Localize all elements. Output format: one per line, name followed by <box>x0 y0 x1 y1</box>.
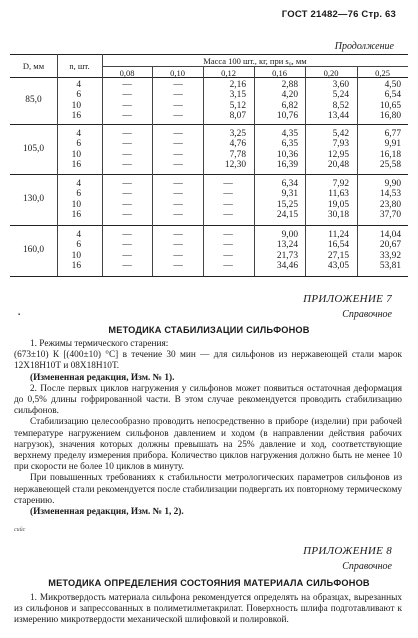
mass-value: — <box>122 230 132 240</box>
appendix-7-title: ПРИЛОЖЕНИЕ 7 <box>303 293 392 305</box>
appendix-7-body <box>14 339 402 518</box>
appendix-8-title: ПРИЛОЖЕНИЕ 8 <box>303 545 392 557</box>
mass-value: 3,15 <box>229 90 246 101</box>
mass-value: — <box>223 179 233 189</box>
paragraph: (673±10) К [(400±10) °С] в течение 30 мин — для сильфонов из нержавеющей стали марок 12Х18Н10Т и 08Х18Н10Т. <box>14 350 402 372</box>
mass-header-rule <box>102 66 408 67</box>
thickness-header: 0,20 <box>323 68 339 78</box>
mass-value: 10,76 <box>276 110 298 121</box>
mass-value: 5,12 <box>229 100 246 111</box>
count-value: 16 <box>71 159 81 170</box>
mass-value: — <box>173 189 183 200</box>
appendix-7-heading: МЕТОДИКА СТАБИЛИЗАЦИИ СИЛЬФОНОВ <box>108 325 310 335</box>
mass-value: — <box>223 199 233 210</box>
count-value: 4 <box>76 179 81 189</box>
count-value: 16 <box>71 260 81 271</box>
mass-value: — <box>223 209 233 220</box>
count-value: 6 <box>76 139 81 150</box>
col-divider <box>357 66 358 276</box>
edit-note: (Измененная редакция, Изм. № 1). <box>30 372 175 383</box>
mass-value: — <box>122 159 132 170</box>
mass-value: 6,54 <box>384 90 401 101</box>
mass-value: 14,53 <box>379 189 401 200</box>
mass-value: — <box>173 260 183 271</box>
mass-value: 20,48 <box>327 159 349 170</box>
mass-value: 6,82 <box>281 100 298 111</box>
mass-value: 30,18 <box>327 209 349 220</box>
count-value: 4 <box>76 129 81 139</box>
paragraph: 1. Микротвердость материала сильфона рекомендуется определять на образцах, вырезанных из сильфонов и запрессованных в полиметилметакрилат. Поверхность шлифа подготавливают к измерению микротвердости механической шлифовкой и полировкой. <box>14 593 402 626</box>
mass-value: 11,24 <box>328 230 349 240</box>
mass-value: 4,76 <box>229 139 246 150</box>
mass-value: 9,90 <box>384 179 401 189</box>
count-value: 6 <box>76 240 81 251</box>
mass-value: 6,34 <box>281 179 298 189</box>
mass-value: 7,93 <box>332 139 349 150</box>
mass-value: 43,05 <box>327 260 349 271</box>
col-header-count: n, шт. <box>69 61 90 71</box>
mass-value: — <box>122 100 132 111</box>
count-value: 6 <box>76 90 81 101</box>
mass-value: 33,92 <box>379 250 401 261</box>
mass-value: 6,77 <box>384 129 401 139</box>
group-rule <box>10 174 408 175</box>
count-value: 4 <box>76 80 81 90</box>
scan-mark: сийс <box>14 527 26 533</box>
mass-value: 24,15 <box>276 209 298 220</box>
mass-value: — <box>173 240 183 251</box>
thickness-header: 0,16 <box>272 68 287 78</box>
mass-value: 16,54 <box>327 240 349 251</box>
paragraph: 2. После первых циклов нагружения у сильфонов может появиться остаточная деформация до 0,5% длины гофрированной части. В этом случае рекомендуется проводить стабилизацию сильфонов. <box>14 383 402 417</box>
mass-value: 19,05 <box>327 199 349 210</box>
mass-value: 37,70 <box>379 209 401 220</box>
mass-value: 5,24 <box>332 90 349 101</box>
mass-value: — <box>173 199 183 210</box>
mass-value: — <box>122 90 132 101</box>
mass-value: — <box>122 199 132 210</box>
mass-value: 3,25 <box>229 129 246 139</box>
mass-value: 16,80 <box>379 110 401 121</box>
mass-value: — <box>173 139 183 150</box>
mass-value: 13,44 <box>327 110 349 121</box>
paragraph: При повышенных требованиях к стабильности метрологических параметров сильфонов из нержавеющей стали рекомендуется после стабилизации подвергать их повторному термическому старению. <box>14 473 402 506</box>
mass-value: — <box>173 80 183 90</box>
mass-value: 27,15 <box>327 250 349 261</box>
mass-value: — <box>173 159 183 170</box>
continuation-label: Продолжение <box>334 41 394 52</box>
paragraph: Стабилизацию целесообразно проводить непосредственно в приборе (изделии) при рабочей температуре нагружением сильфонов давлением и ходом (в направлении действия рабочих нагрузок), значения которых должны превышать на 25% давление и ход, соответствующие верхнему пределу измерения прибора. Количество циклов нагружения должно быть не менее 10 при скорости не более 10 циклов в минуту. <box>14 417 402 473</box>
col-divider <box>102 54 103 276</box>
mass-value: 23,80 <box>379 199 401 210</box>
appendix-7-ref: Справочное <box>342 309 392 320</box>
diameter-value: 85,0 <box>25 95 42 106</box>
mass-value: — <box>122 209 132 220</box>
mass-value: — <box>223 189 233 200</box>
group-rule <box>10 225 408 226</box>
mass-value: — <box>122 129 132 139</box>
paragraph: 1. Режимы термического старения: <box>30 339 169 349</box>
mass-value: 2,88 <box>281 80 298 90</box>
mass-value: 6,35 <box>281 139 298 150</box>
mass-value: 14,04 <box>379 230 401 240</box>
col-divider <box>152 66 153 276</box>
mass-value: 7,92 <box>332 179 349 189</box>
mass-value: 4,35 <box>281 129 298 139</box>
count-value: 10 <box>71 149 81 160</box>
appendix-8-heading: МЕТОДИКА ОПРЕДЕЛЕНИЯ СОСТОЯНИЯ МАТЕРИАЛА СИЛЬФОНОВ <box>48 578 370 588</box>
mass-value: — <box>173 129 183 139</box>
mass-value: 20,67 <box>379 240 401 251</box>
col-header-diameter: D, мм <box>22 61 45 71</box>
mass-value: 2,16 <box>229 80 246 90</box>
mass-value: 9,31 <box>281 189 298 200</box>
mass-value: — <box>173 149 183 160</box>
mass-value: 16,39 <box>276 159 298 170</box>
mass-value: 10,65 <box>379 100 401 111</box>
mass-value: — <box>173 230 183 240</box>
mass-value: 5,42 <box>332 129 349 139</box>
mass-value: 13,24 <box>276 240 298 251</box>
mass-value: 12,30 <box>224 159 246 170</box>
mass-value: 15,25 <box>276 199 298 210</box>
mass-value: — <box>173 209 183 220</box>
group-rule <box>10 124 408 125</box>
col-divider <box>203 66 204 276</box>
mass-value: — <box>122 260 132 271</box>
mass-value: — <box>173 90 183 101</box>
table-top-rule <box>10 54 408 55</box>
mass-value: — <box>173 110 183 121</box>
mass-value: — <box>122 80 132 90</box>
mass-value: — <box>122 240 132 251</box>
table-bottom-rule <box>10 276 408 277</box>
mass-value: — <box>173 250 183 261</box>
mass-value: 21,73 <box>276 250 298 261</box>
edit-note: (Измененная редакция, Изм. № 1, 2). <box>30 507 184 518</box>
diameter-value: 130,0 <box>22 194 45 205</box>
mass-value: 4,50 <box>384 80 401 90</box>
mass-value: 12,95 <box>327 149 349 160</box>
diameter-value: 160,0 <box>22 245 45 256</box>
mass-value: — <box>173 100 183 111</box>
mass-value: 8,07 <box>229 110 246 121</box>
mass-value: 25,58 <box>379 159 401 170</box>
mass-value: 4,20 <box>281 90 298 101</box>
mass-value: — <box>223 230 233 240</box>
count-value: 6 <box>76 189 81 200</box>
appendix-8-body <box>14 593 402 627</box>
mass-value: 53,81 <box>379 260 401 271</box>
thickness-header: 0,08 <box>119 68 135 78</box>
count-value: 10 <box>71 250 81 261</box>
thickness-header: 0,12 <box>221 68 236 78</box>
mass-value: — <box>122 139 132 150</box>
mass-value: — <box>223 250 233 261</box>
mass-value: — <box>122 250 132 261</box>
mass-value: — <box>122 189 132 200</box>
mass-value: 7,78 <box>229 149 246 160</box>
count-value: 16 <box>71 110 81 121</box>
col-divider <box>305 66 306 276</box>
mass-value: — <box>122 179 132 189</box>
mass-value: 3,60 <box>332 80 349 90</box>
mass-value: 9,91 <box>384 139 401 150</box>
count-value: 4 <box>76 230 81 240</box>
mass-value: 16,18 <box>379 149 401 160</box>
col-divider <box>254 66 255 276</box>
count-value: 10 <box>71 199 81 210</box>
thickness-header: 0,10 <box>170 68 185 78</box>
mass-value: — <box>223 260 233 271</box>
scan-speck: ▪ <box>18 312 21 318</box>
count-value: 10 <box>71 100 81 111</box>
mass-value: — <box>122 110 132 121</box>
mass-value: — <box>122 149 132 160</box>
mass-header: Масса 100 шт., кг, при s₀, мм <box>203 56 307 66</box>
mass-value: 11,63 <box>328 189 349 200</box>
mass-value: — <box>223 240 233 251</box>
mass-value: — <box>173 179 183 189</box>
mass-value: 10,36 <box>276 149 298 160</box>
mass-value: 34,46 <box>276 260 298 271</box>
appendix-8-ref: Справочное <box>342 561 392 572</box>
mass-value: 9,00 <box>281 230 298 240</box>
diameter-value: 105,0 <box>22 144 45 155</box>
thickness-header: 0,25 <box>375 68 390 78</box>
mass-value: 8,52 <box>332 100 349 111</box>
page-header: ГОСТ 21482—76 Стр. 63 <box>281 9 396 20</box>
count-value: 16 <box>71 209 81 220</box>
